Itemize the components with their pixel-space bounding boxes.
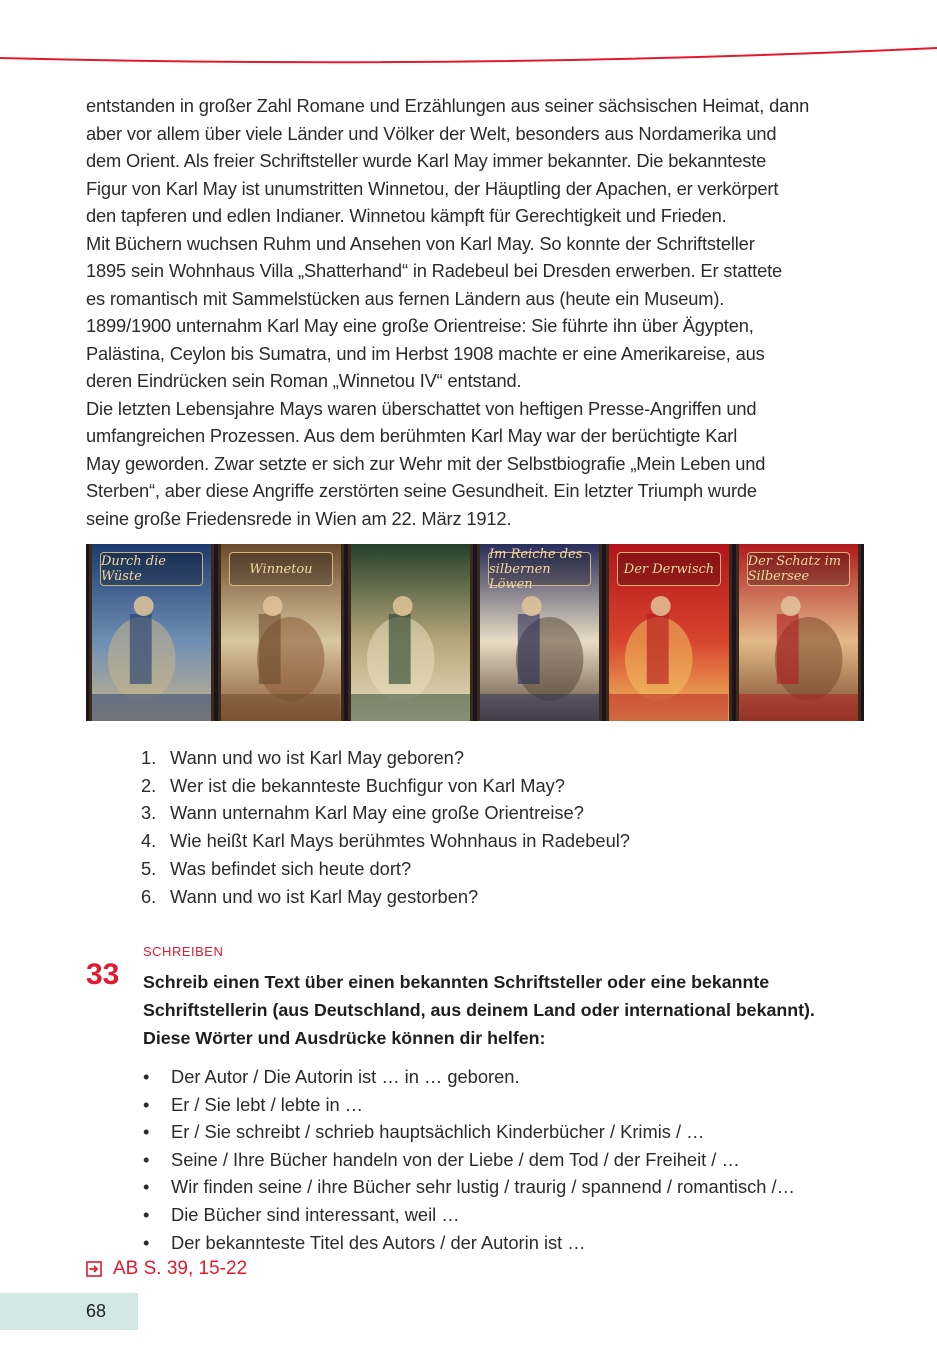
cover-illustration (351, 544, 470, 721)
workbook-reference[interactable] (86, 1258, 247, 1280)
text-line: Sterben“, aber diese Angriffe zerstörten seine Gesundheit. Ein letzter Triumph wurde (86, 480, 757, 501)
question-number: 1. (141, 747, 157, 768)
bullet-icon: • (143, 1176, 150, 1198)
question-text: Wann unternahm Karl May eine große Orientreise? (170, 802, 584, 824)
text-line: aber vor allem über viele Länder und Völker der Welt, besonders aus Nordamerika und (86, 122, 777, 144)
text-line: Die letzten Lebensjahre Mays waren überschattet von heftigen Presse-Angriffen und (86, 397, 757, 419)
phrase-item (143, 1146, 795, 1174)
task-instruction (143, 968, 883, 1052)
book-cover-title: Der Schatz im Silbersee (747, 552, 850, 586)
phrase-item (143, 1118, 795, 1146)
book-cover-title: Winnetou (229, 552, 332, 586)
phrase-text: Seine / Ihre Bücher handeln von der Liebe / dem Tod / der Freiheit / … (171, 1148, 740, 1170)
question-item (141, 883, 630, 911)
phrase-item (143, 1063, 795, 1091)
phrase-item (143, 1229, 795, 1257)
text-line: dem Orient. Als freier Schriftsteller wurde Karl May immer bekannter. Die bekannteste (86, 150, 767, 171)
question-text: Wer ist die bekannteste Buchfigur von Karl May? (170, 774, 565, 796)
question-number: 4. (141, 830, 157, 852)
article-body (86, 92, 866, 532)
workbook-reference-text: AB S. 39, 15-22 (113, 1258, 248, 1279)
task-number: 33 (86, 958, 120, 991)
phrase-item (143, 1201, 795, 1229)
text-line: deren Eindrücken sein Roman „Winnetou IV“ entstand. (86, 370, 522, 391)
book-cover-title: Im Reiche des silbernen Löwen (488, 552, 591, 586)
question-number: 3. (141, 802, 157, 824)
question-item (141, 744, 630, 772)
bullet-icon: • (143, 1093, 150, 1115)
text-line: Mit Büchern wuchsen Ruhm und Ansehen von Karl May. So konnte der Schriftsteller (86, 232, 755, 254)
bullet-icon: • (143, 1148, 150, 1170)
text-line: 1895 sein Wohnhaus Villa „Shatterhand“ in Radebeul bei Dresden erwerben. Er stattete (86, 260, 783, 281)
paragraph-3 (86, 395, 866, 533)
top-red-rule (0, 40, 937, 70)
question-number: 6. (141, 885, 157, 907)
question-list (141, 744, 630, 910)
book-cover (736, 544, 861, 721)
text-line: Figur von Karl May ist unumstritten Winnetou, der Häuptling der Apachen, er verkörpert (86, 177, 779, 199)
question-item (141, 855, 630, 883)
phrase-text: Wir finden seine / ihre Bücher sehr lustig / traurig / spannend / romantisch /… (171, 1176, 795, 1198)
book-cover (218, 544, 343, 721)
phrase-text: Die Bücher sind interessant, weil … (171, 1203, 460, 1225)
phrase-list (143, 1063, 795, 1256)
book-cover-title: Der Derwisch (617, 552, 720, 586)
text-line: umfangreichen Prozessen. Aus dem berühmten Karl May war der berüchtigte Karl (86, 425, 738, 446)
book-cover (477, 544, 602, 721)
paragraph-2 (86, 230, 866, 395)
question-number: 5. (141, 857, 157, 879)
question-item (141, 772, 630, 800)
question-text: Was befindet sich heute dort? (170, 857, 412, 879)
book-cover (89, 544, 214, 721)
question-text: Wie heißt Karl Mays berühmtes Wohnhaus in Radebeul? (170, 830, 630, 852)
text-line: Palästina, Ceylon bis Sumatra, und im Herbst 1908 machte er eine Amerikareise, aus (86, 342, 765, 364)
question-text: Wann und wo ist Karl May gestorben? (170, 885, 479, 907)
text-line: seine große Friedensrede in Wien am 22. März 1912. (86, 507, 512, 529)
text-line: es romantisch mit Sammelstücken aus fernen Ländern aus (heute ein Museum). (86, 287, 725, 309)
arrow-box-icon (86, 1261, 102, 1277)
paragraph-1 (86, 92, 866, 230)
task-line: Schreib einen Text über einen bekannten Schriftsteller oder eine bekannte (143, 972, 770, 992)
text-line: 1899/1900 unternahm Karl May eine große Orientreise: Sie führte ihn über Ägypten, (86, 315, 754, 336)
bullet-icon: • (143, 1121, 150, 1143)
bullet-icon: • (143, 1231, 150, 1253)
question-number: 2. (141, 774, 157, 796)
book-cover-title: Durch die Wüste (100, 552, 203, 586)
text-line: May geworden. Zwar setzte er sich zur Wehr mit der Selbstbiografie „Mein Leben und (86, 452, 766, 474)
question-text: Wann und wo ist Karl May geboren? (170, 747, 465, 768)
text-line: den tapferen und edlen Indianer. Winnetou kämpft für Gerechtigkeit und Frieden. (86, 205, 727, 226)
phrase-text: Der bekannteste Titel des Autors / der Autorin ist … (171, 1231, 586, 1253)
text-line: entstanden in großer Zahl Romane und Erzählungen aus seiner sächsischen Heimat, dann (86, 95, 810, 116)
book-cover (348, 544, 473, 721)
page-number: 68 (86, 1301, 107, 1321)
book-covers-image (86, 544, 864, 721)
page-number-tab (0, 1293, 138, 1330)
book-cover (606, 544, 731, 721)
task-line: Diese Wörter und Ausdrücke können dir helfen: (143, 1028, 546, 1048)
phrase-text: Er / Sie lebt / lebte in … (171, 1093, 364, 1115)
task-line: Schriftstellerin (aus Deutschland, aus deinem Land oder international bekannt). (143, 1000, 815, 1020)
bullet-icon: • (143, 1203, 150, 1225)
bullet-icon: • (143, 1066, 150, 1087)
phrase-text: Der Autor / Die Autorin ist … in … geboren. (171, 1066, 520, 1087)
phrase-text: Er / Sie schreibt / schrieb hauptsächlich Kinderbücher / Krimis / … (171, 1121, 705, 1143)
phrase-item (143, 1091, 795, 1119)
question-item (141, 799, 630, 827)
question-item (141, 827, 630, 855)
phrase-item (143, 1173, 795, 1201)
section-label: SCHREIBEN (143, 944, 224, 959)
